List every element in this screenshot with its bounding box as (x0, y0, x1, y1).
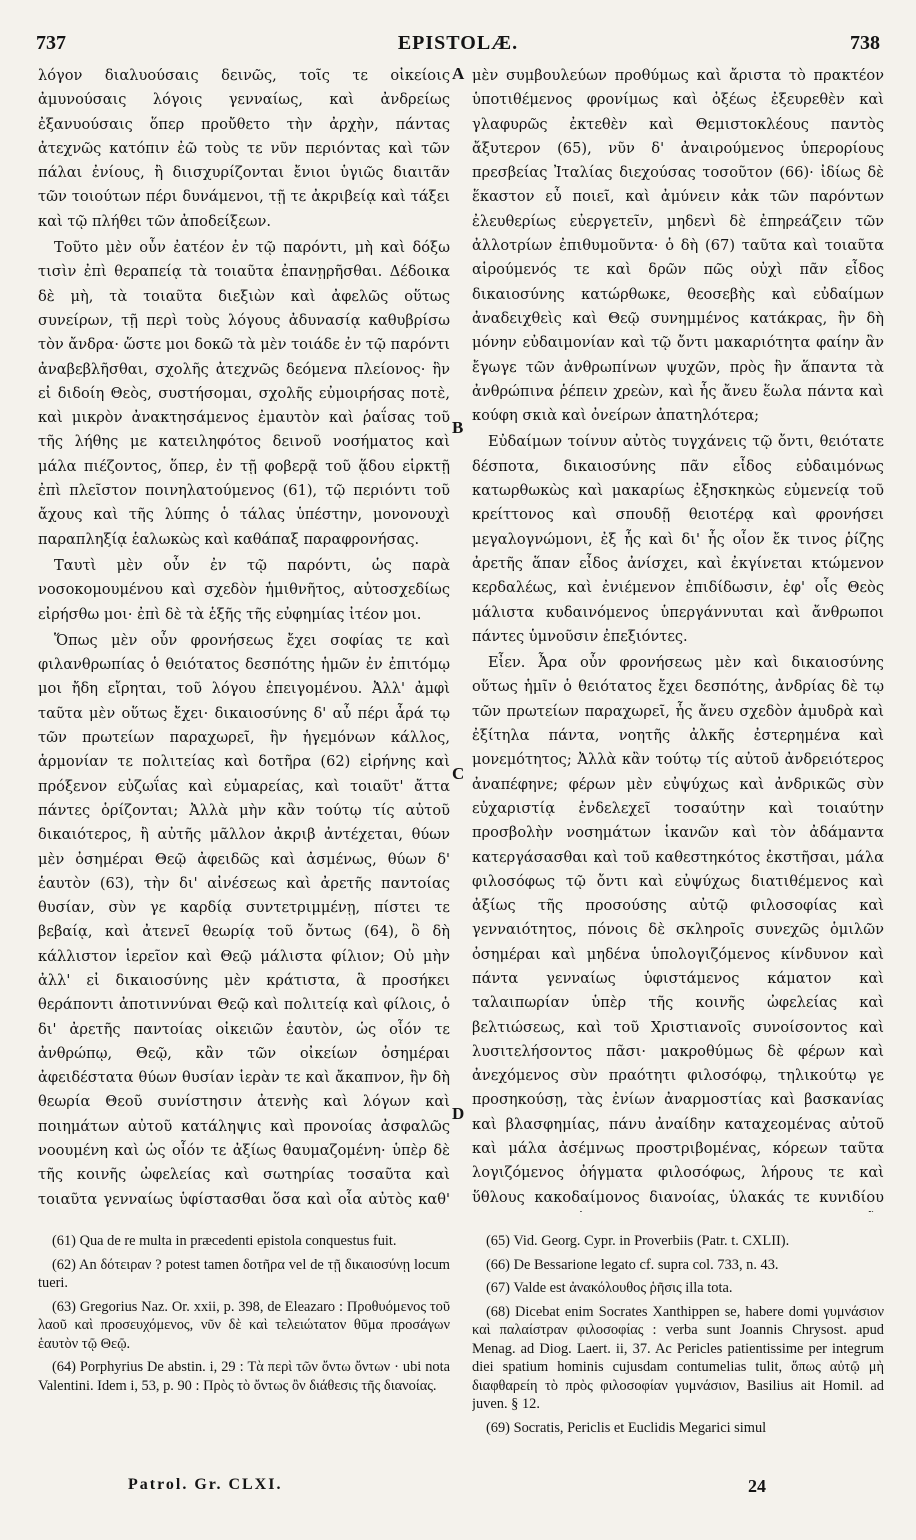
footnote: (69) Socratis, Periclis et Euclidis Megarici simul (486, 1419, 767, 1436)
paragraph: μὲν συμβουλεύων προθύμως καὶ ἄριστα τὸ πρακτέον ὑποτιθέμενος φρονίμως καὶ ὀξέως ἐξευρεθὲν καὶ γλαφυρῶς ἐκτεθὲν καὶ Θεμιστοκλέους παντὸς ἄξυτερον (65), νῦν δ' ἀναιρούμενος ὑπερορίους πρεσβείας Ἰταλίας διεχούσας τοσοῦτον (66)· ἰδίως δὲ ἕκαστον εὖ ποιεῖ, καὶ ἀμύνειν κἀκ τῶν παρόντων ἐλευθερίως εὐεργετεῖν, μηδενὶ δὲ ἐπηρεάζειν τῶν ἀλλοτρίων ἐπιθυμοῦντα· ὁ δὴ (67) ταῦτα καὶ τοιαῦτα αἱρούμενός τε καὶ δρῶν πῶς οὐχὶ πᾶν εἶδος δικαιοσύνης κατώρθωκε, θεοσεβὴς καὶ εὐδαίμων ἀναδειχθεὶς καὶ Θεῷ συνημμένος κατάκρας, ἣν δὴ μόνην εὐδαιμονίαν καὶ τῷ ὄντι μακαριότητα φαίην ἂν ἔγωγε τῶν ἀνθρωπίνων ψυχῶν, πρὸς ἣν ἅπαντα τὰ ἀνθρώπινα ῥέπειν χρεὼν, καὶ ἧς ἄνευ ἕωλα πάντα καὶ κούφη σκιὰ καὶ ὀνείρων ἀπατηλότερα; (472, 67, 884, 425)
left-text-column (38, 64, 450, 1212)
margin-letter-c: C (452, 764, 465, 783)
footnote: (61) Qua de re multa in præcedenti epistola conquestus fuit. (52, 1233, 397, 1249)
footnote: (68) Dicebat enim Socrates Xanthippen se, habere domi γυμνάσιον καὶ παλαίστραν φιλοσοφίας : verba sunt Joannis Chrysost. apud Menag. ad Diog. Laert. ii, 37. Ac Pericles patientissime per integrum diei spatium hominis cujusdam contumelias tulit, ὅπως αὐτῷ μὴ διαφθαρείη τὸ πρὸς φιλοσοφίαν γυμνάσιον, Basilius ait Homil. ad juven. § 12. (472, 1303, 884, 1412)
page-number-left: 737 (36, 32, 66, 54)
footnote: (63) Gregorius Naz. Or. xxii, p. 398, de Eleazaro : Προθυόμενος τοῦ λαοῦ καὶ προσευχόμενος, νῦν δὲ καὶ τελειώτατον θῦμα προσάγων ἑαυτὸν τῷ Θεῷ. (38, 1298, 450, 1352)
paragraph: λόγον διαλυούσαις δεινῶς, τοῖς τε οἰκείοις ἀμυνούσαις λόγοις γενναίως, καὶ ἀνδρείως ἐξανυούσαις ὅπερ προὔθετο τὴν ἀρχὴν, πάντας ἀτεχνῶς κατόπιν ἐῶ τοὺς τε νῦν περιόντας καὶ τῶν πάλαι ἐνίους, ἢ διισχυρίζονται ἔνιοι ὑγιῶς διαιτᾶν τῶν τοιούτων πέρι δυνάμενοι, τῇ τε ἀκριβείᾳ καὶ τάξει καὶ τῷ πλήθει τῶν ἀποδείξεων. (38, 67, 450, 230)
footnote: (64) Porphyrius De abstin. i, 29 : Τὰ περὶ τῶν ὄντω ὄντων · ubi nota Valentini. Idem i, 53, p. 90 : Πρὸς τὸ ὄντως ὂν διάθεσις τῆς διανοίας. (38, 1359, 450, 1394)
paragraph: Εἶεν. Ἆρα οὖν φρονήσεως μὲν καὶ δικαιοσύνης οὕτως ἡμῖν ὁ θειότατος ἔχει δεσπότης, ἀνδρίας δὲ τῳ τῶν πρωτείων παραχωρεῖ, ἧς ἄνευ σχεδὸν ἀμυδρὰ καὶ ἐξίτηλα πάντα, νοητῆς ἀλκῆς ἐστερημένα καὶ μονεμότητος; Ἀλλὰ κἂν τούτῳ τίς αὐτοῦ ἀνδρειότερος ἀναπέφηνε; φέρων μὲν εὐψύχως καὶ ἀνδρικῶς σὺν εὐχαριστίᾳ ἐνδελεχεῖ τοσαύτην καὶ τοιαύτην προσβολὴν νοσημάτων ἱκανῶν καὶ τὸν ἀδάμαντα κατεργάσασθαι καὶ τοῦ καθεστηκότος ἐκστῆσαι, μάλα φιλοσόφως τῷ ὄντι καὶ εὐψύχως διατιθέμενος καὶ ἀξίως τῆς προσούσης αὐτῷ φιλοσοφίας καὶ γενναιότητος, πόνοις δὲ σκληροῖς συνεχῶς ὁμιλῶν ὀσημέραι καὶ μηδένα ὑπολογιζόμενος κίνδυνον καὶ πάντα γενναίως ὑφιστάμενος κάματον καὶ ταλαιπωρίαν ὑπὲρ τῆς κοινῆς ὠφελείας καὶ βελτιώσεως, καὶ τοῦ Χριστιανοῖς συνοίσοντος καὶ λυσιτελήσοντος πᾶσι· μακροθύμως δὲ φέρων καὶ ἀνεχόμενος σὺν πραότητι φιλοσόφῳ, τηλικούτῳ γε προσηκούσῃ, τὰς ἐνίων ἀναρμοστίας καὶ βασκανίας καὶ βλασφημίας, πάνυ ἀναίδην καταχεομένας αὐτοῦ καὶ μάλα ἀσέμνως προστριβομένας, κόρεων ταῦτα λογιζόμενος ὀήγματα φιλοσόφως, λήρους τε καὶ ὕθλους κακοδαίμονος διανοίας, ὑλακάς τε κυνιδίου (472, 654, 884, 1206)
margin-letter-d: D (452, 1104, 465, 1123)
footnotes-left (38, 1232, 450, 1462)
margin-letter-a: A (452, 64, 465, 83)
footnote: (65) Vid. Georg. Cypr. in Proverbiis (Patr. t. CXLII). (486, 1233, 790, 1249)
page-header (30, 32, 886, 58)
paragraph: Εὐδαίμων τοίνυν αὐτὸς τυγχάνεις τῷ ὄντι, θειότατε δέσποτα, δικαιοσύνης πᾶν εἶδος εὐδαιμόνως κατωρθωκὼς καὶ μακαρίως ἐξησκηκὼς εὐμενείᾳ τοῦ κρείττονος καὶ σπουδῇ θειοτέρᾳ καὶ φρονήσει μεγαλογνώμονι, ἐξ ἧς καὶ δι' ἧς οἷον ἔκ τινος ῥίζης ἀρετῆς ἅπαν εἶδος ἀνίσχει, καὶ ἐκγίνεται κτώμενον κερδαλέως, καὶ ἐνιέμενον ἐπιδίδωσιν, ἐφ' οἷς Θεὸς μάλιστα κυδαινόμενος ὑπεργάννυται καὶ ἄνθρωποι πάντες ὑμνοῦσιν ἐπεξιόντες. (472, 433, 884, 645)
page-footer (30, 1476, 886, 1500)
signature-mark: Patrol. Gr. CLXI. (128, 1476, 283, 1493)
paragraph: Ταυτὶ μὲν οὖν ἐν τῷ παρόντι, ὡς παρὰ νοσοκομουμένου καὶ σχεδὸν ἡμιθνῆτος, αὐτοσχεδίως εἰρήσθω μοι· ἐπὶ δὲ τὰ ἑξῆς τῆς εὐφημίας ἰτέον μοι. (38, 556, 450, 623)
footnotes-right (472, 1232, 884, 1462)
margin-letter-b: B (452, 418, 464, 437)
right-text-column (472, 64, 884, 1212)
footnote: (62) An δότειραν ? potest tamen δοτῆρα vel de τῇ δικαιοσύνῃ locum tueri. (38, 1256, 450, 1291)
running-title: EPISTOLÆ. (397, 32, 519, 54)
paragraph: Τοῦτο μὲν οὖν ἐατέον ἐν τῷ παρόντι, μὴ καὶ δόξω τισὶν ἐπὶ θεραπείᾳ τὰ τοιαῦτα ἐπανῃρῆσθαι. Δέδοικα δὲ μὴ, τὰ τοιαῦτα διεξιὼν καὶ ἀφελῶς οὕτως συνείρων, τῇ περὶ τοὺς λόγους ἀδυνασίᾳ καθυβρίσω τὸν ἄνδρα· ὥστε μοι δοκῶ τὰ μὲν τοιάδε ἐν τῷ παρόντι ἀναβεβλῆσθαι, σχολῆς ἀτεχνῶς δεόμενα πλείονος· ἣν εἰ διδοίη Θεὸς, συστήσομαι, σχολῆς εὐμοιρήσας ποτὲ, καὶ μικρὸν ἀνακτησάμενος ἐμαυτὸν καὶ ῥαΐσας τοῦ τῆς λήθης με κατειληφότος δεινοῦ νοσήματος καὶ μάλα πιέζοντος, ὅπερ, ἐν τῇ φοβερᾷ τοῦ ᾅδου εἱρκτῇ ἐπὶ πλεῖστον ποινηλατούμενος (61), τῷ περιόντι τοῦ ἄχους καὶ τῆς λύπης ὁ τάλας ὑπέστην, μονονουχὶ παραπληξίᾳ ἑαλωκὼς καὶ καθάπαξ παραφρονήσας. (38, 239, 450, 548)
footnote: (67) Valde est ἀνακόλουθος ῥῆσις illa tota. (486, 1280, 733, 1296)
footnote: (66) De Bessarione legato cf. supra col. 733, n. 43. (486, 1256, 779, 1273)
page-number-right: 738 (850, 32, 880, 54)
gathering-number: 24 (748, 1476, 766, 1496)
paragraph: Ὅπως μὲν οὖν φρονήσεως ἔχει σοφίας τε καὶ φιλανθρωπίας ὁ θειότατος δεσπότης ἡμῶν ἐν ἐπιτόμῳ μοι ἤδη εἴρηται, τοῦ λόγου ἐπειγομένου. Ἀλλ' ἀμφὶ ταῦτα μὲν οὕτως ἔχει· δικαιοσύνης δ' αὖ πέρι ἆρά τῳ τῶν πρωτείων παραχωρεῖ, ἣν ἡγεμόνων κάλλος, ἁρμονίαν τε πολιτείας καὶ δοτῆρα (62) εἰρήνης καὶ πρόξενον εὐζωΐας καὶ εὐμαρείας, καὶ τοιαῦτ' ἄττα πάντες ὁρίζονται; Ἀλλὰ μὴν κἂν τούτῳ τίς αὐτοῦ δικαιότερος, ἢ αὐτῆς μᾶλλον ἀκριβ ἀντέχεται, θύων μὲν ὀσημέραι Θεῷ ἀφειδῶς καὶ ἀσμένως, θύων δ' ἑαυτὸν (63), τὴν δι' αἰνέσεως καὶ ἀρετῆς παντοίας θυσίαν, σὺν γε καρδίᾳ συντετριμμένῃ, πίστει τε βεβαίᾳ, καὶ ἀτενεῖ θεωρίᾳ τοῦ ὄντως (64), ὃ δὴ κάλλιστον ἱερεῖον καὶ Θεῷ μάλιστα φίλιον; Οὐ μὴν ἀλλ' εἰ δικαιοσύνης μὲν κράτιστα, ἃ προσήκει θεράποντι ἀποτιννύναι Θεῷ καὶ πολιτείᾳ καὶ φίλοις, ὁ δι' ἀρετῆς παντοίας οἰκειῶν ἑαυτὸν, ὡς οἷόν τε ἀνθρώπῳ, Θεῷ, κἂν τῶν οἰκείων ὀσημέραι ἀφειδέστατα θύων θυσίαν ἱερὰν τε καὶ ἄκαπνον, ἣν δὴ θεωρία Θεοῦ συνίστησιν ἀτενὴς καὶ λόγων καὶ ποιημάτων αὐτοῦ κατάληψις καὶ προνοίας ἀσφαλῶς νοουμένη καὶ ὡς οἷόν τε ἀξίως θαυμαζομένη· ὑπὲρ δὲ τῆς κοινῆς ὠφελείας καὶ σωτηρίας τοσαῦτα καὶ τοιαῦτα γενναίως ὑφίστασθαι ὅσα καὶ οἷα αὐτὸς καθ' (38, 631, 450, 1208)
